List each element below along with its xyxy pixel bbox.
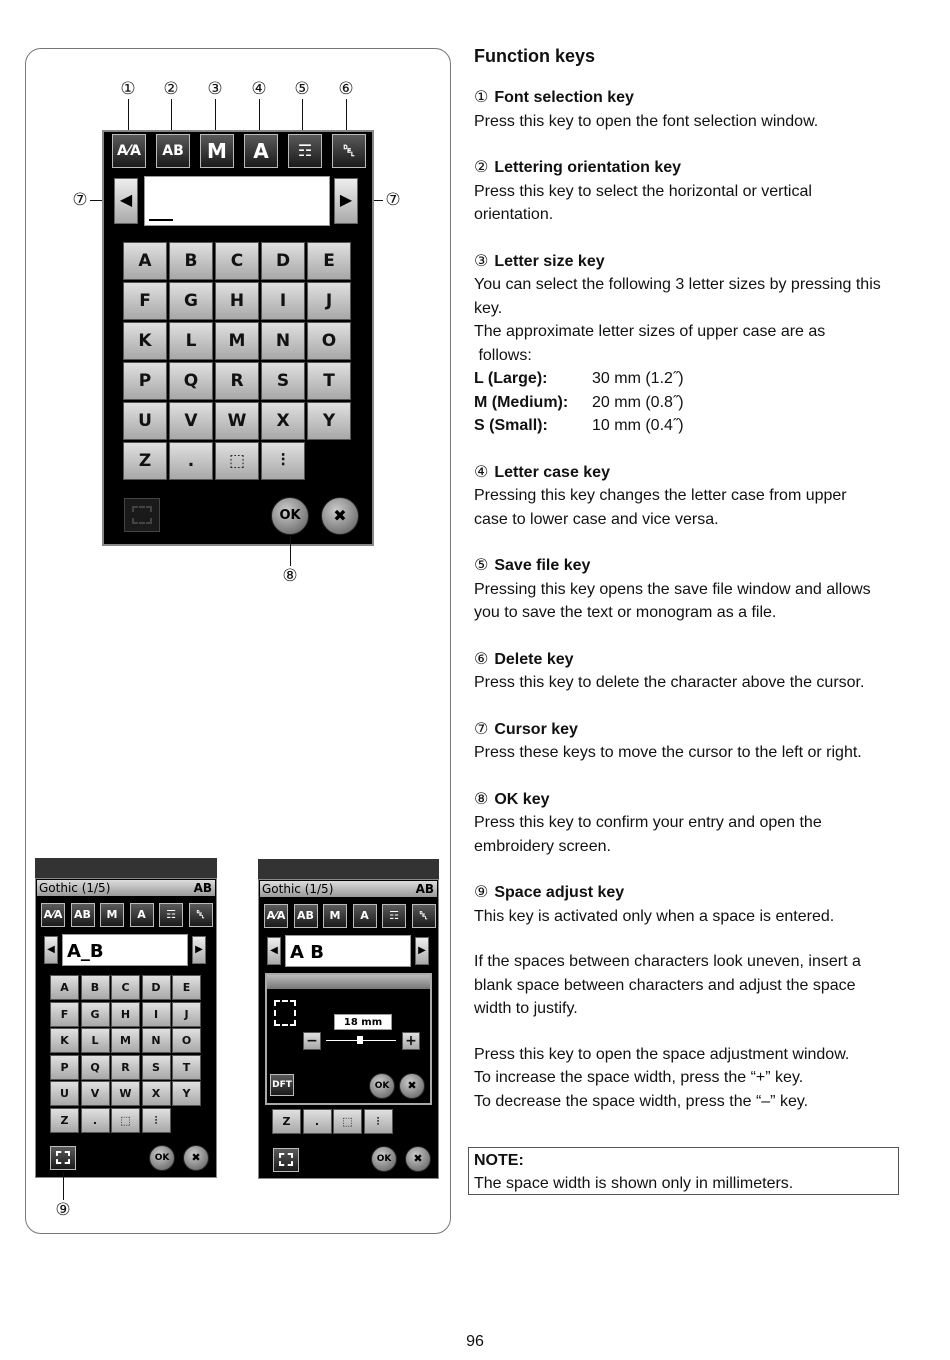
letter-key[interactable]: A <box>50 975 79 1000</box>
section-9 <box>474 880 904 928</box>
small1-ok-button[interactable]: OK <box>149 1145 175 1171</box>
small2-text-display: A B <box>285 935 411 967</box>
small2-lettering-orientation-key[interactable]: AB <box>294 904 318 928</box>
section-7 <box>474 717 904 765</box>
small1-cursor-left[interactable]: ◀ <box>44 936 58 964</box>
size-row <box>474 391 684 415</box>
small-screen-2-topbar <box>258 859 439 879</box>
small2-delete-key[interactable]: ␡ <box>412 904 436 928</box>
callout-2: ② <box>163 79 179 99</box>
delete-key[interactable]: ␡ <box>332 134 366 168</box>
callout-7-right: ⑦ <box>385 190 401 210</box>
size-label: M (Medium): <box>474 393 569 411</box>
section-number: ② <box>474 157 489 176</box>
section-title: Letter size key <box>494 252 605 270</box>
small2-letter-size-key[interactable]: M <box>323 904 347 928</box>
section-title: Space adjust key <box>494 884 625 901</box>
letter-key[interactable]: H <box>111 1002 140 1027</box>
letter-key[interactable]: . <box>303 1109 332 1134</box>
letter-key[interactable]: S <box>261 362 305 400</box>
letter-key[interactable]: N <box>261 322 305 360</box>
small2-letter-case-key[interactable]: A <box>353 904 377 928</box>
leader-8 <box>290 536 291 566</box>
letter-key[interactable]: F <box>50 1002 79 1027</box>
small1-lettering-orientation-key[interactable]: AB <box>71 903 95 927</box>
save-file-key[interactable]: ☶ <box>288 134 322 168</box>
space-adjust-button-disabled[interactable] <box>124 498 160 532</box>
letter-key[interactable]: B <box>169 242 213 280</box>
section-title: Font selection key <box>494 89 634 106</box>
note-box <box>468 1147 899 1195</box>
callout-6: ⑥ <box>338 79 354 99</box>
small2-window-cancel-button[interactable]: ✖ <box>399 1073 425 1099</box>
small1-save-file-key[interactable]: ☶ <box>159 903 183 927</box>
orientation-badge: AB <box>415 882 434 896</box>
section-1 <box>474 85 904 133</box>
small1-font-selection-key[interactable]: A⁄A <box>41 903 65 927</box>
letter-key[interactable]: Z <box>123 442 167 480</box>
section-text: case to lower case and vice versa. <box>474 510 719 528</box>
letter-key[interactable]: X <box>261 402 305 440</box>
section-heading <box>474 717 904 742</box>
letter-key[interactable]: E <box>172 975 201 1000</box>
callout-4: ④ <box>251 79 267 99</box>
letter-key[interactable]: A <box>123 242 167 280</box>
text-line: To increase the space width, press the “+” key. <box>474 1069 804 1086</box>
letter-key[interactable]: E <box>307 242 351 280</box>
section-heading <box>474 553 904 578</box>
leader-9 <box>63 1172 64 1200</box>
section-5 <box>474 553 904 625</box>
letter-key[interactable]: K <box>50 1028 79 1053</box>
callout-1: ① <box>120 79 136 99</box>
cancel-button[interactable]: ✖ <box>321 497 359 535</box>
letter-key[interactable]: W <box>111 1081 140 1106</box>
small2-cursor-left[interactable]: ◀ <box>267 937 281 965</box>
font-name-label: Gothic (1/5) <box>262 882 334 896</box>
section-heading <box>474 85 904 110</box>
letter-key[interactable]: F <box>123 282 167 320</box>
section-number: ④ <box>474 461 489 481</box>
space-adjust-button[interactable] <box>50 1146 76 1170</box>
section-text: Press this key to open the font selection window. <box>474 112 819 130</box>
section-text: This key is activated only when a space is entered. <box>474 907 835 925</box>
letter-key[interactable]: Y <box>172 1081 201 1106</box>
letter-key[interactable]: N <box>142 1028 171 1053</box>
section-text: Press this key to confirm your entry and open the <box>474 814 822 831</box>
section-text: Pressing this key changes the letter case from upper <box>474 487 847 504</box>
letter-key[interactable]: M <box>111 1028 140 1053</box>
section-text: Pressing this key opens the save file window and allows <box>474 580 871 598</box>
letter-key[interactable]: I <box>261 282 305 320</box>
callout-5: ⑤ <box>294 79 310 99</box>
letter-key[interactable]: O <box>307 322 351 360</box>
section-number: ⑧ <box>474 788 489 808</box>
section-heading <box>474 155 904 180</box>
small-screen-1-title <box>37 880 215 896</box>
letter-key[interactable]: D <box>142 975 171 1000</box>
small2-cancel-button[interactable]: ✖ <box>405 1146 431 1172</box>
letter-key[interactable]: ⬚ <box>215 442 259 480</box>
letter-key[interactable]: D <box>261 242 305 280</box>
section-text: The approximate letter sizes of upper case are as <box>474 323 826 340</box>
callout-7-left: ⑦ <box>72 190 88 210</box>
cursor-right-button[interactable]: ▶ <box>334 178 358 224</box>
section-text: embroidery screen. <box>474 837 611 855</box>
small1-cancel-button[interactable]: ✖ <box>183 1145 209 1171</box>
size-value: 20 mm (0.8˝) <box>592 393 684 411</box>
letter-key[interactable]: C <box>215 242 259 280</box>
letter-key[interactable]: K <box>123 322 167 360</box>
letter-key[interactable]: R <box>215 362 259 400</box>
size-label: L (Large): <box>474 370 548 387</box>
letter-key[interactable]: H <box>215 282 259 320</box>
small2-font-selection-key[interactable]: A⁄A <box>264 904 288 928</box>
lettering-orientation-key[interactable]: AB <box>156 134 190 168</box>
letter-key[interactable]: S <box>142 1055 171 1080</box>
section-number: ⑥ <box>474 648 489 668</box>
letter-key[interactable]: . <box>81 1108 110 1133</box>
section-text: follows: <box>474 346 532 364</box>
section-number: ③ <box>474 250 489 270</box>
page-heading: Function keys <box>474 46 596 66</box>
small1-text-display: A_B <box>62 934 188 966</box>
text-line: If the spaces between characters look uneven, insert a <box>474 953 861 970</box>
letter-key[interactable]: W <box>215 402 259 440</box>
section-title: Lettering orientation key <box>494 159 682 176</box>
letter-key[interactable]: J <box>307 282 351 320</box>
letter-key[interactable]: Z <box>50 1108 79 1133</box>
size-value: 10 mm (0.4˝) <box>592 417 684 434</box>
space-width-slider-thumb[interactable] <box>357 1036 363 1044</box>
size-row <box>474 414 684 438</box>
small1-letter-size-key[interactable]: M <box>100 903 124 927</box>
callout-3: ③ <box>207 79 223 99</box>
small2-window-ok-button[interactable]: OK <box>369 1073 395 1099</box>
section-6 <box>474 647 904 695</box>
callout-9: ⑨ <box>55 1200 71 1220</box>
section-text: orientation. <box>474 206 554 223</box>
section-text: Press this key to delete the character above the cursor. <box>474 674 865 691</box>
letter-key[interactable]: ⫶ <box>364 1109 393 1134</box>
small-screen-2-title <box>260 881 437 897</box>
section-heading <box>474 787 904 812</box>
letter-key[interactable]: U <box>123 402 167 440</box>
paragraph-adjust <box>474 1043 904 1114</box>
section-4 <box>474 460 904 532</box>
letter-key[interactable]: L <box>169 322 213 360</box>
letter-key[interactable]: P <box>50 1055 79 1080</box>
letter-key[interactable]: Q <box>169 362 213 400</box>
letter-key[interactable]: I <box>142 1002 171 1027</box>
letter-key[interactable]: ⫶ <box>142 1108 171 1133</box>
section-title: OK key <box>494 790 550 808</box>
text-line: width to justify. <box>474 1000 578 1017</box>
letter-key[interactable]: Z <box>272 1109 301 1134</box>
letter-key[interactable]: O <box>172 1028 201 1053</box>
letter-key[interactable]: Q <box>81 1055 110 1080</box>
section-2 <box>474 155 904 227</box>
space-adjust-window-header <box>267 975 430 989</box>
size-label: S (Small): <box>474 417 548 434</box>
section-title: Letter case key <box>494 463 610 481</box>
paragraph-spacing <box>474 950 904 1021</box>
section-title: Delete key <box>494 650 574 668</box>
letter-key[interactable]: . <box>169 442 213 480</box>
letter-size-key[interactable]: M <box>200 134 234 168</box>
note-title: NOTE: <box>474 1152 524 1169</box>
space-adjust-icon <box>132 506 152 524</box>
space-plus-button[interactable]: + <box>402 1032 420 1050</box>
section-text: Press this key to select the horizontal or vertical <box>474 182 812 200</box>
space-adjust-icon <box>56 1151 70 1164</box>
letter-key[interactable]: ⬚ <box>333 1109 362 1134</box>
space-adjust-icon <box>279 1153 293 1166</box>
letter-key[interactable]: V <box>81 1081 110 1106</box>
font-name-label: Gothic (1/5) <box>39 881 111 895</box>
section-number: ① <box>474 87 489 106</box>
space-width-icon <box>274 1000 296 1026</box>
section-number: ⑨ <box>474 882 489 901</box>
section-8 <box>474 787 904 859</box>
small2-space-adjust-button[interactable] <box>273 1148 299 1172</box>
letter-key[interactable]: ⫶ <box>261 442 305 480</box>
text-display <box>144 176 330 226</box>
letter-key[interactable]: R <box>111 1055 140 1080</box>
section-title: Save file key <box>494 557 591 574</box>
section-text: key. <box>474 299 503 317</box>
default-button[interactable]: DFT <box>270 1074 294 1096</box>
letter-key[interactable]: B <box>81 975 110 1000</box>
size-value: 30 mm (1.2˝) <box>592 370 684 387</box>
small2-cursor-right[interactable]: ▶ <box>415 937 429 965</box>
small1-cursor-right[interactable]: ▶ <box>192 936 206 964</box>
space-width-value: 18 mm <box>334 1014 392 1030</box>
font-selection-key[interactable]: A⁄A <box>112 134 146 168</box>
letter-key[interactable]: J <box>172 1002 201 1027</box>
letter-key[interactable]: C <box>111 975 140 1000</box>
orientation-badge: AB <box>193 881 212 895</box>
note-text: The space width is shown only in millimeters. <box>474 1175 794 1192</box>
text-cursor <box>149 219 173 221</box>
letter-key[interactable]: P <box>123 362 167 400</box>
letter-key[interactable]: G <box>169 282 213 320</box>
page-number: 96 <box>466 1333 484 1350</box>
letter-case-key[interactable]: A <box>244 134 278 168</box>
small2-ok-button[interactable]: OK <box>371 1146 397 1172</box>
text-column <box>474 46 904 1135</box>
letter-key[interactable]: T <box>172 1055 201 1080</box>
ok-button[interactable]: OK <box>271 497 309 535</box>
letter-key[interactable]: X <box>142 1081 171 1106</box>
letter-key[interactable]: L <box>81 1028 110 1053</box>
letter-key[interactable]: Y <box>307 402 351 440</box>
section-3 <box>474 249 904 438</box>
letter-key[interactable]: ⬚ <box>111 1108 140 1133</box>
section-number: ⑦ <box>474 718 489 738</box>
letter-key[interactable]: U <box>50 1081 79 1106</box>
section-text: you to save the text or monogram as a file. <box>474 604 777 621</box>
section-text: You can select the following 3 letter sizes by pressing this <box>474 276 881 293</box>
cursor-left-button[interactable]: ◀ <box>114 178 138 224</box>
text-line: To decrease the space width, press the “–” key. <box>474 1092 809 1110</box>
text-line: blank space between characters and adjust the space <box>474 976 856 994</box>
space-minus-button[interactable]: − <box>303 1032 321 1050</box>
callout-8: ⑧ <box>282 566 298 586</box>
letter-key[interactable]: G <box>81 1002 110 1027</box>
small1-delete-key[interactable]: ␡ <box>189 903 213 927</box>
section-heading <box>474 249 904 274</box>
section-text: Press these keys to move the cursor to the left or right. <box>474 744 862 761</box>
section-heading <box>474 647 904 672</box>
text-line: Press this key to open the space adjustment window. <box>474 1045 850 1063</box>
section-number: ⑤ <box>474 555 489 574</box>
small-screen-1-topbar <box>35 858 217 878</box>
letter-key[interactable]: M <box>215 322 259 360</box>
section-heading <box>474 880 904 905</box>
small1-letter-case-key[interactable]: A <box>130 903 154 927</box>
section-title: Cursor key <box>494 720 578 738</box>
letter-key[interactable]: V <box>169 402 213 440</box>
size-row <box>474 367 684 391</box>
letter-key[interactable]: T <box>307 362 351 400</box>
section-heading <box>474 460 904 485</box>
letter-size-table <box>474 367 684 438</box>
small2-save-file-key[interactable]: ☶ <box>382 904 406 928</box>
